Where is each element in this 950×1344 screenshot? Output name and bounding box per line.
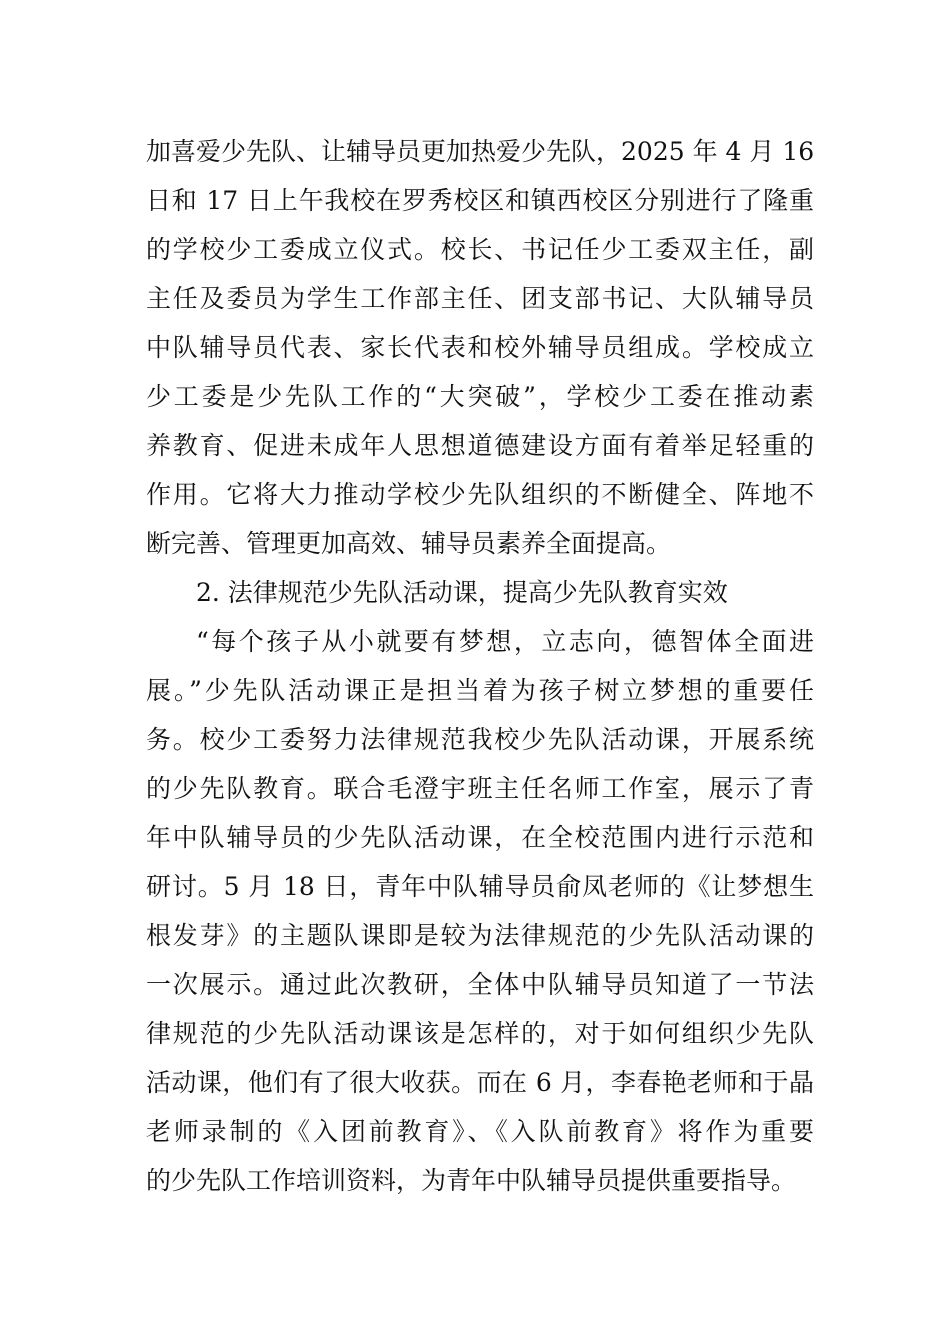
paragraph-line: 加喜爱少先队、让辅导员更加热爱少先队，2025 年 4 月 16 (146, 137, 815, 166)
paragraph-line: 中队辅导员代表、家长代表和校外辅导员组成。学校成立 (146, 333, 814, 362)
paragraph-line: 断完善、管理更加高效、辅导员素养全面提高。 (146, 529, 672, 558)
paragraph-line: 作用。它将大力推动学校少先队组织的不断健全、阵地不 (146, 480, 814, 509)
paragraph-line: 的少先队工作培训资料，为青年中队辅导员提供重要指导。 (146, 1166, 797, 1195)
section-heading: 2. 法律规范少先队活动课，提高少先队教育实效 (196, 578, 728, 607)
paragraph-2 (146, 617, 814, 1205)
paragraph-line: 养教育、促进未成年人思想道德建设方面有着举足轻重的 (146, 431, 814, 460)
paragraph-line: 的学校少工委成立仪式。校长、书记任少工委双主任，副 (146, 235, 814, 264)
paragraph-line: 日和 17 日上午我校在罗秀校区和镇西校区分别进行了隆重 (146, 186, 814, 215)
paragraph-line: 研讨。5 月 18 日，青年中队辅导员俞凤老师的《让梦想生 (146, 872, 814, 901)
document-body (146, 127, 814, 1205)
paragraph-line: 年中队辅导员的少先队活动课，在全校范围内进行示范和 (146, 823, 814, 852)
paragraph-line: 活动课，他们有了很大收获。而在 6 月，李春艳老师和于晶 (146, 1068, 814, 1097)
paragraph-line: 一次展示。通过此次教研，全体中队辅导员知道了一节法 (146, 970, 814, 999)
paragraph-line: 老师录制的《入团前教育》、《入队前教育》将作为重要 (146, 1117, 814, 1146)
paragraph-line: 根发芽》的主题队课即是较为法律规范的少先队活动课的 (146, 921, 814, 950)
paragraph-line: 展。”少先队活动课正是担当着为孩子树立梦想的重要任 (146, 676, 814, 705)
paragraph-line: 务。校少工委努力法律规范我校少先队活动课，开展系统 (146, 725, 814, 754)
paragraph-1 (146, 127, 814, 568)
paragraph-line: “每个孩子从小就要有梦想，立志向，德智体全面进 (196, 627, 814, 656)
paragraph-line: 主任及委员为学生工作部主任、团支部书记、大队辅导员 (146, 284, 814, 313)
paragraph-line: 律规范的少先队活动课该是怎样的，对于如何组织少先队 (146, 1019, 814, 1048)
paragraph-line: 少工委是少先队工作的“大突破”，学校少工委在推动素 (146, 382, 814, 411)
paragraph-line: 的少先队教育。联合毛澄宇班主任名师工作室，展示了青 (146, 774, 814, 803)
